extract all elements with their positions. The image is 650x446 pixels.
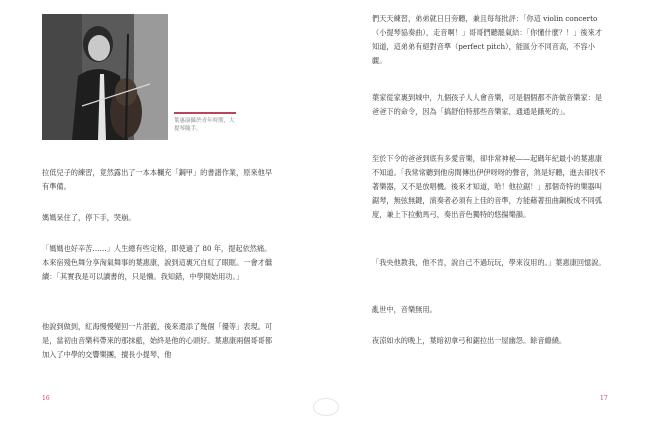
- portrait-photo-image: [42, 14, 168, 140]
- page-number-right: 17: [600, 395, 608, 402]
- photo-caption: 葉惠康攝於青年時期，大提琴隨手。: [174, 112, 236, 133]
- right-paragraph-4: 「我央他教我，他不肯，說自己不過玩玩，學來沒用的。」葉惠康回憶說。: [372, 258, 606, 267]
- right-paragraph-5: 亂世中，音樂無用。: [372, 305, 437, 314]
- left-paragraph-1: 拉低兒子的練習，竟然露出了一本本欄充「鋼甲」的書譜作業，原來他早有準備。: [42, 168, 273, 191]
- right-page: [330, 0, 650, 446]
- left-paragraph-3: 「媽媽也好辛苦……」人生總有些定格，即使過了 80 年，提起依然痛。本來宿殘色舞分享洶氣舞事的葉惠康，說到這裏冗自紅了眼眶。一會才繼續：「其實我是可以讀書的，只是懶。我知錯，中學開始用功。」: [42, 244, 273, 281]
- left-paragraph-2: 媽媽呆住了，停下手，哭崩。: [42, 213, 136, 222]
- right-paragraph-3: 至於下令的爸爸到底有多愛音樂，卻非常神秘——起碼年紀最小的葉惠康不知道。「我常常聽到他房間傳出伊伊呀呀的聲音，煞是好聽，進去卻找不著樂器，又不是放唱機。後來才知道，哈！他拉鋸！」那個奇特的樂器叫鋸琴，無弦無鍵，演奏者必須有上佳的音準，方能藉著扭曲鋼板成不同弧度，兼上下拉動馬弓，奏出音色獨特的悠揚樂韻。: [372, 154, 606, 219]
- page-number-left: 16: [42, 395, 50, 402]
- left-page: [0, 0, 320, 446]
- right-paragraph-1: 們天天練習，弟弟就日日旁聽，兼且每每批評：「你這 violin concerto（小提琴協奏曲），走音啊！」哥哥們聽罷氣結：「你懂什麼？！」後來才知道，這弟弟有絕對音準（perfect pitch），能區分不同音高，不容小覷。: [372, 14, 602, 65]
- right-paragraph-6: 夜涼如水的晚上，葉暗初拿弓和鋸拉出一屋幽怨。餘音繚繞。: [372, 336, 567, 345]
- portrait-photo: [42, 14, 168, 140]
- left-paragraph-4: 他說到做到，紅海慢慢變回一片湛藍，後來還添了幾個「優等」表現。可是，當初由音樂科帶來的那抹藍，始終是他的心頭好。葉惠康兩個哥哥都加入了中學的交響樂團，擅長小提琴，他: [42, 322, 273, 359]
- right-paragraph-2: 葉家從家裏到城中，九個孩子人人會音樂，可是個個都不許做音樂家：是爸爸下的命令，因為「搞舒伯特那些音樂家，通通是餓死的」。: [372, 93, 603, 116]
